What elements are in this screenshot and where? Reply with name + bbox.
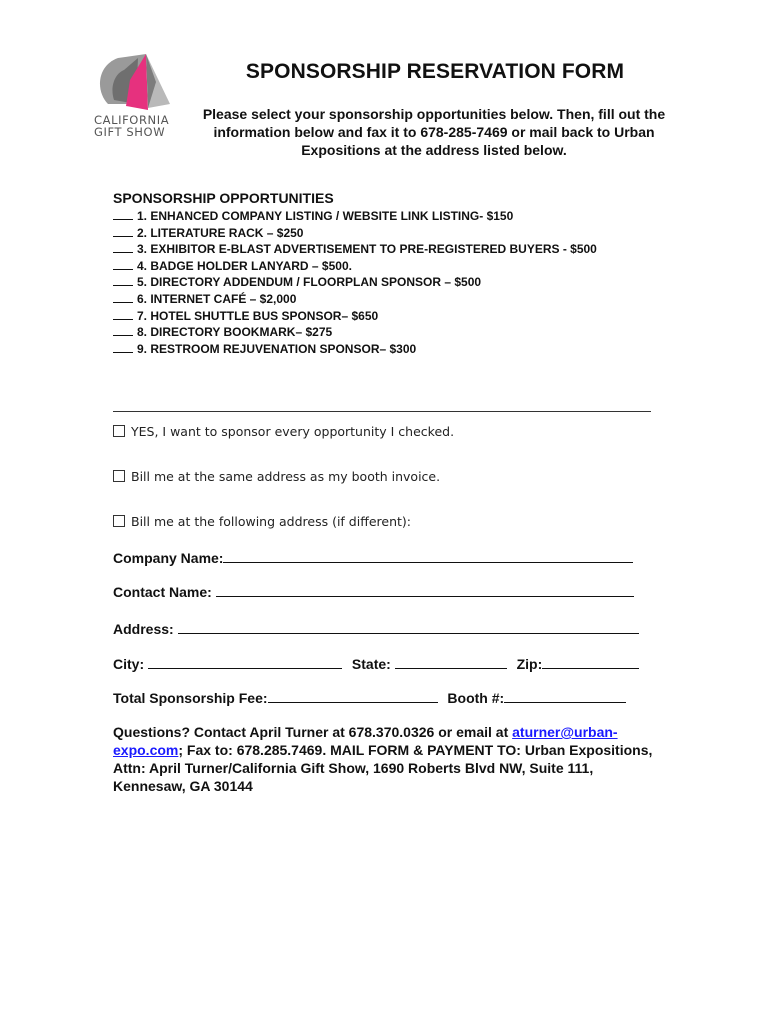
list-item [113,258,597,275]
opportunities-heading: SPONSORSHIP OPPORTUNITIES [113,190,334,206]
city-label: City: [113,656,145,672]
opportunity-label: 7. HOTEL SHUTTLE BUS SPONSOR– $650 [137,308,379,323]
company-name-field[interactable] [223,550,633,563]
opportunity-label: 6. INTERNET CAFÉ – $2,000 [137,291,297,306]
opportunity-label: 2. LITERATURE RACK – $250 [137,225,304,240]
selection-blank[interactable] [113,258,133,270]
selection-blank[interactable] [113,225,133,237]
contact-name-label: Contact Name: [113,584,212,600]
list-item [113,308,597,325]
booth-field[interactable] [504,690,626,703]
bill-different-address-label: Bill me at the following address (if different): [131,514,411,529]
bill-different-address-checkbox[interactable] [113,515,125,527]
logo-sail-icon [90,52,180,114]
opportunity-label: 4. BADGE HOLDER LANYARD – $500. [137,258,352,273]
bill-same-address-checkbox[interactable] [113,470,125,482]
selection-blank[interactable] [113,291,133,303]
bill-different-address-row [113,514,411,529]
page-title: SPONSORSHIP RESERVATION FORM [245,60,625,83]
bill-same-address-label: Bill me at the same address as my booth invoice. [131,469,441,484]
selection-blank[interactable] [113,308,133,320]
booth-label: Booth #: [447,690,505,706]
opportunity-label: 3. EXHIBITOR E-BLAST ADVERTISEMENT TO PRE-REGISTERED BUYERS - $500 [137,242,597,257]
contact-info-suffix: ; Fax to: 678.285.7469. MAIL FORM & PAYMENT TO: Urban Expositions, Attn: April Turner/California Gift Show, 1690 Roberts Blvd NW, Suite 111, Kennesaw, GA 30144 [113,742,653,794]
list-item [113,225,597,242]
total-fee-field[interactable] [268,690,438,703]
intro-text: Please select your sponsorship opportunities below. Then, fill out the information below and fax it to 678-285-7469 or mail back to Urban Expositions at the address listed below. [202,106,666,158]
selection-blank[interactable] [113,324,133,336]
confirm-sponsor-checkbox[interactable] [113,425,125,437]
list-item [113,341,597,358]
selection-blank[interactable] [113,274,133,286]
logo-text-california: CALIFORNIA [94,113,170,127]
list-item [113,291,597,308]
contact-name-row [113,584,634,600]
opportunity-label: 8. DIRECTORY BOOKMARK– $275 [137,325,333,340]
state-label: State: [351,656,391,672]
section-divider [113,411,651,412]
bill-same-address-row [113,469,440,484]
list-item [113,324,597,341]
zip-label: Zip: [516,656,543,672]
address-label: Address: [113,621,174,637]
zip-field[interactable] [542,656,639,669]
confirm-sponsor-row [113,424,454,439]
company-name-label: Company Name: [113,550,224,566]
fee-booth-row [113,690,626,706]
address-field[interactable] [178,621,639,634]
email-link[interactable]: aturner@urban-expo.com [113,724,618,758]
contact-info [113,723,653,795]
list-item [113,274,597,291]
city-field[interactable] [148,656,342,669]
opportunity-label: 9. RESTROOM REJUVENATION SPONSOR– $300 [137,341,417,356]
logo-text-gift-show: GIFT SHOW [94,125,166,139]
selection-blank[interactable] [113,208,133,220]
opportunity-label: 5. DIRECTORY ADDENDUM / FLOORPLAN SPONSOR – $500 [137,275,482,290]
list-item [113,208,597,225]
contact-name-field[interactable] [216,584,634,597]
state-field[interactable] [395,656,507,669]
opportunity-label: 1. ENHANCED COMPANY LISTING / WEBSITE LINK LISTING- $150 [137,209,514,223]
selection-blank[interactable] [113,341,133,353]
city-state-zip-row [113,656,639,672]
opportunities-list [113,208,597,357]
confirm-sponsor-label: YES, I want to sponsor every opportunity I checked. [131,424,455,439]
company-name-row [113,550,633,566]
list-item [113,241,597,258]
total-fee-label: Total Sponsorship Fee: [113,690,268,706]
selection-blank[interactable] [113,241,133,253]
address-row [113,621,639,637]
contact-info-prefix: Questions? Contact April Turner at 678.370.0326 or email at [113,724,513,740]
